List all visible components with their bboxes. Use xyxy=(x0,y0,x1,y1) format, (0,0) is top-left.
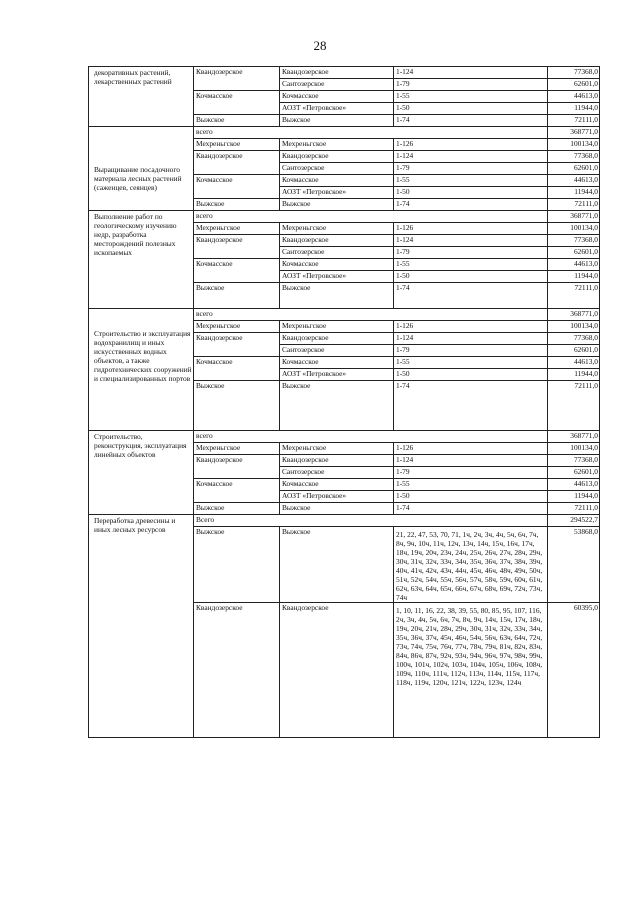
area-cell: 77368,0 xyxy=(548,455,600,467)
district-cell: АОЗТ «Петровское» xyxy=(280,271,394,283)
kvartals-cell: 1-55 xyxy=(394,175,548,187)
district-cell: Выжское xyxy=(280,199,394,211)
area-cell: 72111,0 xyxy=(548,115,600,127)
total-row xyxy=(89,211,600,223)
area-cell: 77368,0 xyxy=(548,333,600,345)
activity-cell xyxy=(89,67,194,127)
forestry-cell: Кочмасское xyxy=(194,259,280,283)
area-cell: 11944,0 xyxy=(548,103,600,115)
area-cell: 11944,0 xyxy=(548,491,600,503)
kvartals-cell: 1-74 xyxy=(394,115,548,127)
forestry-cell: Выжское xyxy=(194,381,280,431)
forestry-cell: Квандозерское xyxy=(194,67,280,91)
district-cell: Сантозерское xyxy=(280,345,394,357)
district-cell: Выжское xyxy=(280,381,394,431)
forestry-cell: Кочмасское xyxy=(194,175,280,199)
district-cell: Кочмасское xyxy=(280,175,394,187)
area-cell: 100134,0 xyxy=(548,223,600,235)
kvartals-cell: 1-124 xyxy=(394,151,548,163)
activity-label: Строительство, реконструкция, эксплуатация линейных объектов xyxy=(94,432,187,459)
total-value: 294522,7 xyxy=(548,515,600,527)
area-cell: 11944,0 xyxy=(548,369,600,381)
kvartals-cell: 1-79 xyxy=(394,247,548,259)
activity-cell xyxy=(89,127,194,211)
district-cell: Сантозерское xyxy=(280,163,394,175)
total-row xyxy=(89,431,600,443)
district-cell: Квандозерское xyxy=(280,455,394,467)
activity-label: Выращивание посадочного материала лесных растений (саженцев, сеянцев) xyxy=(94,165,182,192)
total-label: всего xyxy=(194,127,548,139)
kvartals-cell: 1-50 xyxy=(394,271,548,283)
district-cell: Сантозерское xyxy=(280,467,394,479)
area-cell: 77368,0 xyxy=(548,235,600,247)
forestry-cell: Выжское xyxy=(194,527,280,603)
kvartals-cell: 1-74 xyxy=(394,283,548,309)
kvartals-cell: 1-124 xyxy=(394,455,548,467)
total-label: всего xyxy=(194,309,548,321)
district-cell: Квандозерское xyxy=(280,67,394,79)
area-cell: 62601,0 xyxy=(548,79,600,91)
forestry-cell: Мехреньгское xyxy=(194,223,280,235)
forest-use-table xyxy=(88,66,600,738)
forestry-cell: Квандозерское xyxy=(194,333,280,357)
area-cell: 72111,0 xyxy=(548,199,600,211)
kvartals-cell: 1-74 xyxy=(394,199,548,211)
area-cell: 44613,0 xyxy=(548,479,600,491)
forestry-cell: Мехреньгское xyxy=(194,139,280,151)
forestry-cell: Выжское xyxy=(194,283,280,309)
forestry-cell: Выжское xyxy=(194,503,280,515)
kvartals-cell: 1-79 xyxy=(394,163,548,175)
kvartals-cell: 1-55 xyxy=(394,259,548,271)
activity-label: Переработка древесины и иных лесных ресурсов xyxy=(94,516,176,534)
total-value: 368771,0 xyxy=(548,309,600,321)
forestry-cell: Квандозерское xyxy=(194,235,280,259)
area-cell: 44613,0 xyxy=(548,259,600,271)
district-cell: Выжское xyxy=(280,283,394,309)
area-cell: 62601,0 xyxy=(548,467,600,479)
district-cell: Квандозерское xyxy=(280,333,394,345)
district-cell: АОЗТ «Петровское» xyxy=(280,491,394,503)
area-cell: 62601,0 xyxy=(548,163,600,175)
area-cell: 11944,0 xyxy=(548,187,600,199)
area-cell: 72111,0 xyxy=(548,503,600,515)
forestry-cell: Кочмасское xyxy=(194,357,280,381)
district-cell: АОЗТ «Петровское» xyxy=(280,369,394,381)
area-cell: 100134,0 xyxy=(548,321,600,333)
total-label: Всего xyxy=(194,515,548,527)
kvartals-cell: 1-126 xyxy=(394,223,548,235)
total-value: 368771,0 xyxy=(548,127,600,139)
district-cell: Кочмасское xyxy=(280,357,394,369)
activity-label: Выполнение работ по геологическому изучению недр, разработка месторождений полезных ископаемых xyxy=(94,212,177,257)
forestry-cell: Кочмасское xyxy=(194,479,280,503)
total-value: 368771,0 xyxy=(548,211,600,223)
kvartals-cell: 1-50 xyxy=(394,369,548,381)
district-cell: Выжское xyxy=(280,115,394,127)
forestry-cell: Выжское xyxy=(194,199,280,211)
total-label: всего xyxy=(194,431,548,443)
district-cell: Выжское xyxy=(280,527,394,603)
kvartals-cell: 1-55 xyxy=(394,479,548,491)
area-cell: 11944,0 xyxy=(548,271,600,283)
table-row xyxy=(89,67,600,79)
kvartals-cell: 1-79 xyxy=(394,79,548,91)
kvartals-cell: 1-50 xyxy=(394,103,548,115)
forestry-cell: Квандозерское xyxy=(194,603,280,738)
forestry-cell: Мехреньгское xyxy=(194,321,280,333)
area-cell: 100134,0 xyxy=(548,443,600,455)
kvartals-cell: 1-124 xyxy=(394,333,548,345)
kvartals-cell: 1, 10, 11, 16, 22, 38, 39, 55, 80, 85, 95, 107, 116, 2ч, 3ч, 4ч, 5ч, 6ч, 7ч, 8ч, 9ч, 14ч, 15ч, 17ч, 18ч, 19ч, 20ч, 21ч, 28ч, 29ч, 30ч, 31ч, 32ч, 33ч, 34ч, 35ч, 36ч, 37ч, 45ч, 46ч, 54ч, 56ч, 63ч, 64ч, 72ч, 73ч, 74ч, 75ч, 76ч, 77ч, 78ч, 79ч, 81ч, 82ч, 83ч, 84ч, 86ч, 87ч, 92ч, 93ч, 94ч, 96ч, 97ч, 98ч, 99ч, 100ч, 101ч, 102ч, 103ч, 104ч, 105ч, 106ч, 108ч, 109ч, 110ч, 111ч, 112ч, 113ч, 114ч, 115ч, 117ч, 118ч, 119ч, 120ч, 121ч, 122ч, 123ч, 124ч xyxy=(394,603,548,738)
district-cell: АОЗТ «Петровское» xyxy=(280,187,394,199)
activity-cell xyxy=(89,211,194,309)
activity-label: декоративных растений, лекарственных растений xyxy=(94,68,172,86)
total-label: всего xyxy=(194,211,548,223)
kvartals-cell: 1-126 xyxy=(394,321,548,333)
total-row xyxy=(89,515,600,527)
kvartals-cell: 1-79 xyxy=(394,345,548,357)
area-cell: 100134,0 xyxy=(548,139,600,151)
kvartals-cell: 1-126 xyxy=(394,139,548,151)
page-number: 28 xyxy=(313,38,327,53)
district-cell: Мехреньгское xyxy=(280,139,394,151)
district-cell: Выжское xyxy=(280,503,394,515)
table-body xyxy=(89,67,600,738)
district-cell: АОЗТ «Петровское» xyxy=(280,103,394,115)
district-cell: Сантозерское xyxy=(280,247,394,259)
area-cell: 53868,0 xyxy=(548,527,600,603)
area-cell: 77368,0 xyxy=(548,67,600,79)
area-cell: 44613,0 xyxy=(548,357,600,369)
kvartals-cell: 1-74 xyxy=(394,503,548,515)
kvartals-cell: 1-50 xyxy=(394,187,548,199)
activity-label: Строительство и эксплуатация водохранилищ и иных искусственных водных объектов, а также гидротехнических сооружений и специализированных портов xyxy=(94,329,192,383)
activity-cell xyxy=(89,309,194,431)
district-cell: Мехреньгское xyxy=(280,223,394,235)
area-cell: 77368,0 xyxy=(548,151,600,163)
total-value: 368771,0 xyxy=(548,431,600,443)
forestry-cell: Выжское xyxy=(194,115,280,127)
kvartals-cell: 1-124 xyxy=(394,235,548,247)
district-cell: Мехреньгское xyxy=(280,443,394,455)
forestry-cell: Мехреньгское xyxy=(194,443,280,455)
district-cell: Квандозерское xyxy=(280,603,394,738)
forestry-cell: Квандозерское xyxy=(194,455,280,479)
district-cell: Кочмасское xyxy=(280,479,394,491)
kvartals-cell: 1-124 xyxy=(394,67,548,79)
kvartals-cell: 1-74 xyxy=(394,381,548,431)
forestry-cell: Кочмасское xyxy=(194,91,280,115)
area-cell: 44613,0 xyxy=(548,91,600,103)
area-cell: 62601,0 xyxy=(548,247,600,259)
activity-cell xyxy=(89,515,194,738)
kvartals-cell: 1-126 xyxy=(394,443,548,455)
area-cell: 44613,0 xyxy=(548,175,600,187)
area-cell: 60395,0 xyxy=(548,603,600,738)
kvartals-cell: 21, 22, 47, 53, 70, 71, 1ч, 2ч, 3ч, 4ч, 5ч, 6ч, 7ч, 8ч, 9ч, 10ч, 11ч, 12ч, 13ч, 14ч, 15ч, 16ч, 17ч, 18ч, 19ч, 20ч, 23ч, 24ч, 25ч, 26ч, 27ч, 28ч, 29ч, 30ч, 31ч, 32ч, 33ч, 34ч, 35ч, 36ч, 37ч, 38ч, 39ч, 40ч, 41ч, 42ч, 43ч, 44ч, 45ч, 46ч, 48ч, 49ч, 50ч, 51ч, 52ч, 54ч, 55ч, 56ч, 57ч, 58ч, 59ч, 60ч, 61ч, 62ч, 63ч, 64ч, 65ч, 66ч, 67ч, 68ч, 69ч, 72ч, 73ч, 74ч xyxy=(394,527,548,603)
kvartals-cell: 1-55 xyxy=(394,91,548,103)
kvartals-cell: 1-79 xyxy=(394,467,548,479)
area-cell: 72111,0 xyxy=(548,381,600,431)
district-cell: Квандозерское xyxy=(280,151,394,163)
forestry-cell: Квандозерское xyxy=(194,151,280,175)
district-cell: Кочмасское xyxy=(280,259,394,271)
total-row xyxy=(89,309,600,321)
kvartals-cell: 1-50 xyxy=(394,491,548,503)
area-cell: 72111,0 xyxy=(548,283,600,309)
district-cell: Кочмасское xyxy=(280,91,394,103)
activity-cell xyxy=(89,431,194,515)
district-cell: Квандозерское xyxy=(280,235,394,247)
kvartals-cell: 1-55 xyxy=(394,357,548,369)
area-cell: 62601,0 xyxy=(548,345,600,357)
total-row xyxy=(89,127,600,139)
district-cell: Мехреньгское xyxy=(280,321,394,333)
district-cell: Сантозерское xyxy=(280,79,394,91)
